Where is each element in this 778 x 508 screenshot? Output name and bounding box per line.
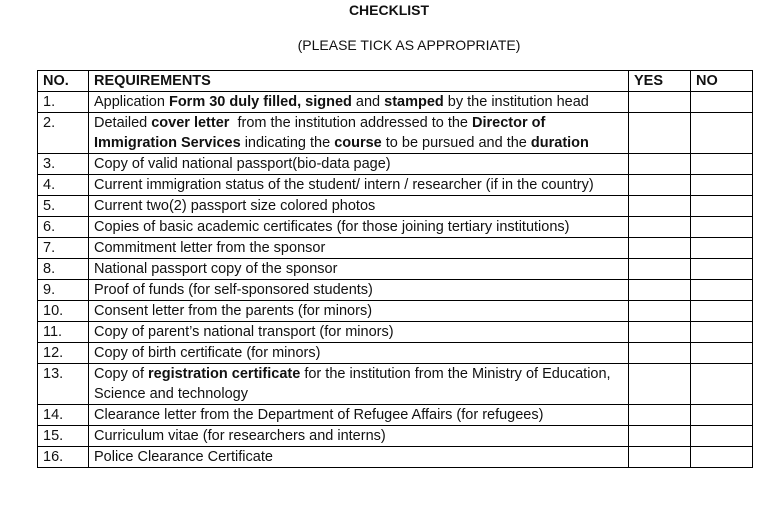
requirement-text: Copy of birth certificate (for minors) xyxy=(94,345,321,361)
row-number: 5. xyxy=(38,196,89,217)
no-checkbox-cell[interactable] xyxy=(691,322,753,343)
row-requirement xyxy=(89,113,629,154)
table-row xyxy=(38,238,753,259)
requirement-emphasis: registration certificate xyxy=(148,366,301,382)
requirement-emphasis: Director of Immigration Services xyxy=(94,115,550,151)
table-row xyxy=(38,322,753,343)
requirement-text: Commitment letter from the sponsor xyxy=(94,240,326,256)
yes-checkbox-cell[interactable] xyxy=(629,301,691,322)
yes-checkbox-cell[interactable] xyxy=(629,405,691,426)
requirement-text: Clearance letter from the Department of Refugee Affairs (for refugees) xyxy=(94,407,544,423)
row-requirement xyxy=(89,322,629,343)
no-checkbox-cell[interactable] xyxy=(691,113,753,154)
no-checkbox-cell[interactable] xyxy=(691,405,753,426)
requirement-emphasis: cover letter xyxy=(151,115,230,131)
row-number: 12. xyxy=(38,343,89,364)
no-checkbox-cell[interactable] xyxy=(691,343,753,364)
no-checkbox-cell[interactable] xyxy=(691,447,753,468)
no-checkbox-cell[interactable] xyxy=(691,301,753,322)
row-number: 2. xyxy=(38,113,89,154)
requirement-text: Detailed xyxy=(94,115,152,131)
row-number: 9. xyxy=(38,280,89,301)
requirement-emphasis: duration xyxy=(530,135,589,151)
requirement-text: Current immigration status of the student/ intern / researcher (if in the country) xyxy=(94,177,594,193)
requirement-text: Copy of valid national passport(bio-data page) xyxy=(94,156,391,172)
requirement-text: Proof of funds (for self-sponsored students) xyxy=(94,282,373,298)
requirement-emphasis: Form 30 duly filled, signed xyxy=(168,94,352,110)
table-row xyxy=(38,405,753,426)
requirement-text: National passport copy of the sponsor xyxy=(94,261,338,277)
yes-checkbox-cell[interactable] xyxy=(629,322,691,343)
requirement-text: Copy of parent’s national transport (for minors) xyxy=(94,324,394,340)
row-number: 3. xyxy=(38,154,89,175)
table-row xyxy=(38,154,753,175)
yes-checkbox-cell[interactable] xyxy=(629,92,691,113)
header-no: NO. xyxy=(38,71,89,92)
yes-checkbox-cell[interactable] xyxy=(629,426,691,447)
no-checkbox-cell[interactable] xyxy=(691,238,753,259)
requirement-text: indicating the xyxy=(240,135,335,151)
row-requirement xyxy=(89,426,629,447)
row-requirement xyxy=(89,217,629,238)
row-requirement xyxy=(89,447,629,468)
header-row xyxy=(38,71,753,92)
table-row xyxy=(38,217,753,238)
table-row xyxy=(38,301,753,322)
no-checkbox-cell[interactable] xyxy=(691,217,753,238)
yes-checkbox-cell[interactable] xyxy=(629,259,691,280)
header-requirements: REQUIREMENTS xyxy=(89,71,629,92)
no-checkbox-cell[interactable] xyxy=(691,364,753,405)
no-checkbox-cell[interactable] xyxy=(691,426,753,447)
no-checkbox-cell[interactable] xyxy=(691,280,753,301)
no-checkbox-cell[interactable] xyxy=(691,175,753,196)
table-row xyxy=(38,113,753,154)
row-number: 16. xyxy=(38,447,89,468)
table-row xyxy=(38,280,753,301)
row-number: 7. xyxy=(38,238,89,259)
row-number: 10. xyxy=(38,301,89,322)
table-row xyxy=(38,92,753,113)
requirement-text: and xyxy=(351,94,385,110)
requirement-text: Curriculum vitae (for researchers and interns) xyxy=(94,428,386,444)
yes-checkbox-cell[interactable] xyxy=(629,113,691,154)
no-checkbox-cell[interactable] xyxy=(691,259,753,280)
row-requirement xyxy=(89,301,629,322)
table-row xyxy=(38,426,753,447)
table-row xyxy=(38,175,753,196)
no-checkbox-cell[interactable] xyxy=(691,92,753,113)
requirement-text: Police Clearance Certificate xyxy=(94,449,273,465)
yes-checkbox-cell[interactable] xyxy=(629,280,691,301)
row-number: 8. xyxy=(38,259,89,280)
row-requirement xyxy=(89,343,629,364)
header-no-answer: NO xyxy=(691,71,753,92)
yes-checkbox-cell[interactable] xyxy=(629,175,691,196)
no-checkbox-cell[interactable] xyxy=(691,154,753,175)
header-yes: YES xyxy=(629,71,691,92)
table-row xyxy=(38,364,753,405)
row-requirement xyxy=(89,92,629,113)
row-requirement xyxy=(89,196,629,217)
table-row xyxy=(38,259,753,280)
requirement-text: to be pursued and the xyxy=(381,135,531,151)
checklist-subtitle: (PLEASE TICK AS APPROPRIATE) xyxy=(297,37,521,53)
yes-checkbox-cell[interactable] xyxy=(629,196,691,217)
row-requirement xyxy=(89,280,629,301)
no-checkbox-cell[interactable] xyxy=(691,196,753,217)
table-row xyxy=(38,196,753,217)
yes-checkbox-cell[interactable] xyxy=(629,217,691,238)
row-requirement xyxy=(89,259,629,280)
checklist-table xyxy=(37,70,753,468)
yes-checkbox-cell[interactable] xyxy=(629,238,691,259)
yes-checkbox-cell[interactable] xyxy=(629,343,691,364)
row-requirement xyxy=(89,364,629,405)
row-requirement xyxy=(89,175,629,196)
requirement-text: Copies of basic academic certificates (for those joining tertiary institutions) xyxy=(94,219,570,235)
requirement-text: Consent letter from the parents (for minors) xyxy=(94,303,373,319)
requirement-text: Current two(2) passport size colored photos xyxy=(94,198,376,214)
yes-checkbox-cell[interactable] xyxy=(629,154,691,175)
yes-checkbox-cell[interactable] xyxy=(629,364,691,405)
row-requirement xyxy=(89,405,629,426)
requirement-text: for the institution from the Ministry of Education, Science and technology xyxy=(94,366,615,402)
yes-checkbox-cell[interactable] xyxy=(629,447,691,468)
row-number: 15. xyxy=(38,426,89,447)
checklist-title: CHECKLIST xyxy=(348,2,430,18)
row-number: 1. xyxy=(38,92,89,113)
requirement-text: Copy of xyxy=(94,366,148,382)
row-number: 4. xyxy=(38,175,89,196)
table-row xyxy=(38,343,753,364)
requirement-text: from the institution addressed to the xyxy=(229,115,473,131)
row-requirement xyxy=(89,238,629,259)
requirement-text: by the institution head xyxy=(443,94,589,110)
row-number: 14. xyxy=(38,405,89,426)
row-number: 11. xyxy=(38,322,89,343)
row-number: 6. xyxy=(38,217,89,238)
requirement-emphasis: stamped xyxy=(384,94,444,110)
row-requirement xyxy=(89,154,629,175)
requirement-emphasis: course xyxy=(334,135,382,151)
requirement-text: Application xyxy=(94,94,169,110)
table-row xyxy=(38,447,753,468)
row-number: 13. xyxy=(38,364,89,405)
